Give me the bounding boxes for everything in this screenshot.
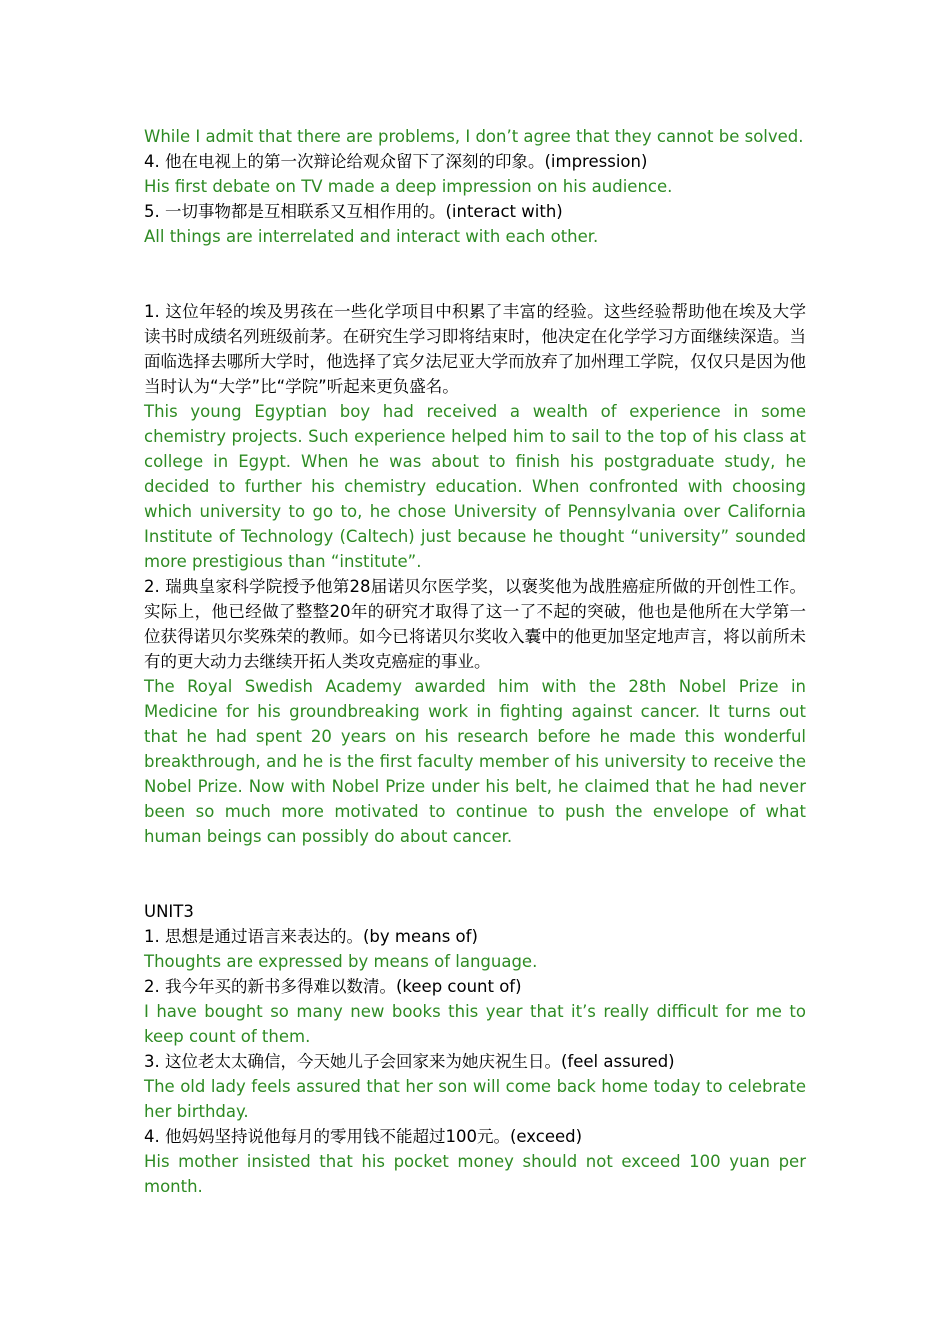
unit3-answer-3: The old lady feels assured that her son will come back home today to celebrate her birthday. <box>144 1077 806 1121</box>
question-5: 5. 一切事物都是互相联系又互相作用的。(interact with) <box>144 202 563 221</box>
unit-heading: UNIT3 <box>144 902 194 921</box>
answer-3: While I admit that there are problems, I don’t agree that they cannot be solved. <box>144 127 804 146</box>
document-page <box>144 124 806 1199</box>
unit3-question-4: 4. 他妈妈坚持说他每月的零用钱不能超过100元。(exceed) <box>144 1127 583 1146</box>
passage-answer-2: The Royal Swedish Academy awarded him with the 28th Nobel Prize in Medicine for his groundbreaking work in fighting against cancer. It turns out that he had spent 20 years on his research before he made this wonderful breakthrough, and he is the first faculty member of his university to receive the Nobel Prize. Now with Nobel Prize under his belt, he claimed that he had never been so much more motivated to continue to push the envelope of what human beings can possibly do about cancer. <box>144 677 806 846</box>
unit3-answer-1: Thoughts are expressed by means of language. <box>144 952 538 971</box>
answer-4: His first debate on TV made a deep impression on his audience. <box>144 177 673 196</box>
unit3-question-1: 1. 思想是通过语言来表达的。(by means of) <box>144 927 478 946</box>
passage-question-2: 2. 瑞典皇家科学院授予他第28届诺贝尔医学奖，以褒奖他为战胜癌症所做的开创性工作。实际上，他已经做了整整20年的研究才取得了这一了不起的突破，他也是他所在大学第一位获得诺贝尔奖殊荣的教师。如今已将诺贝尔奖收入囊中的他更加坚定地声言，将以前所未有的更大动力去继续开拓人类攻克癌症的事业。 <box>144 577 806 671</box>
unit3-answer-2: I have bought so many new books this year that it’s really difficult for me to keep count of them. <box>144 1002 806 1046</box>
passage-question-1: 1. 这位年轻的埃及男孩在一些化学项目中积累了丰富的经验。这些经验帮助他在埃及大学读书时成绩名列班级前茅。在研究生学习即将结束时，他决定在化学学习方面继续深造。当面临选择去哪所大学时，他选择了宾夕法尼亚大学而放弃了加州理工学院，仅仅只是因为他当时认为“大学”比“学院”听起来更负盛名。 <box>144 302 806 396</box>
question-4: 4. 他在电视上的第一次辩论给观众留下了深刻的印象。(impression) <box>144 152 648 171</box>
spacer <box>144 849 806 899</box>
unit3-question-3: 3. 这位老太太确信，今天她儿子会回家来为她庆祝生日。(feel assured) <box>144 1052 675 1071</box>
unit3-question-2: 2. 我今年买的新书多得难以数清。(keep count of) <box>144 977 522 996</box>
answer-5: All things are interrelated and interact with each other. <box>144 227 599 246</box>
passage-answer-1: This young Egyptian boy had received a wealth of experience in some chemistry projects. Such experience helped him to sail to the top of his class at college in Egypt. When he was about to finish his postgraduate study, he decided to further his chemistry education. When confronted with choosing which university to go to, he chose University of Pennsylvania over California Institute of Technology (Caltech) just because he thought “university” sounded more prestigious than “institute”. <box>144 402 806 571</box>
unit3-answer-4: His mother insisted that his pocket money should not exceed 100 yuan per month. <box>144 1152 806 1196</box>
spacer <box>144 249 806 299</box>
